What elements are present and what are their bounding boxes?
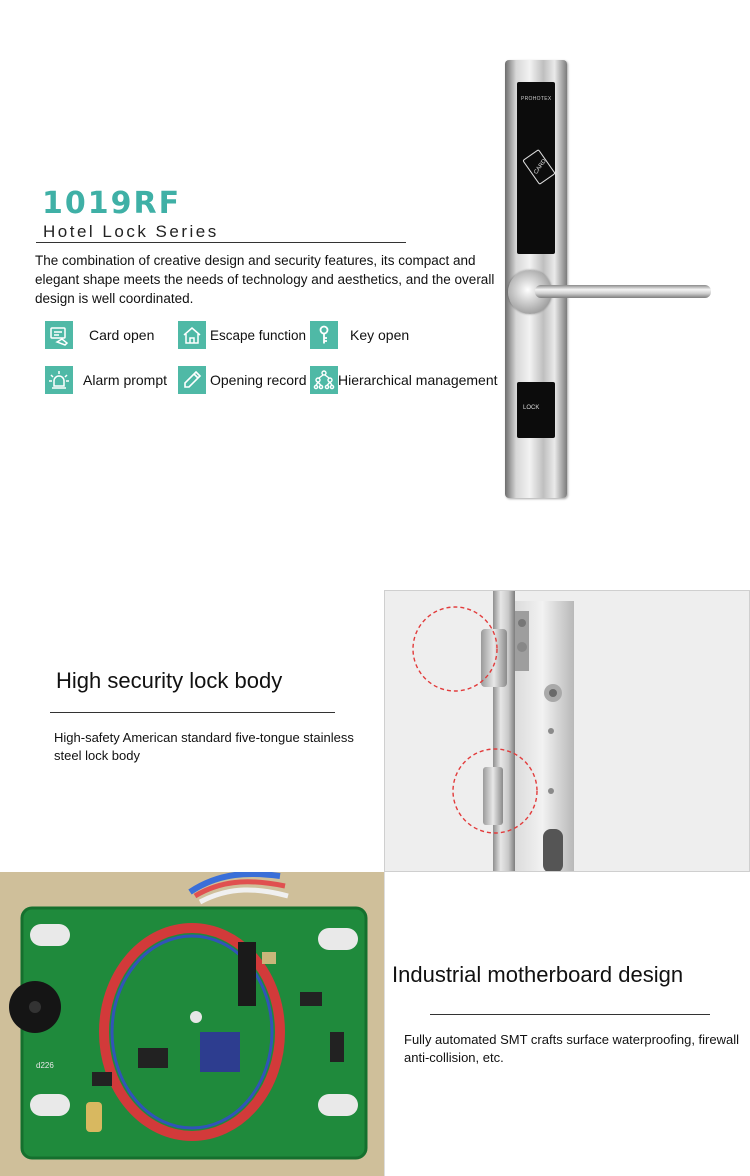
product-description: The combination of creative design and security features, its compact and elegant shape meets the needs of technology and aesthetics, and the overall design is well coordinated. (35, 253, 495, 306)
motherboard-description: Fully automated SMT crafts surface waterproofing, firewall anti-collision, etc. (404, 1032, 740, 1065)
lock-indicator-panel (517, 382, 555, 438)
feature-hierarchical-management (310, 366, 498, 394)
title-divider (36, 242, 406, 243)
feature-label: Key open (350, 327, 410, 343)
pencil-icon (178, 366, 206, 394)
escape-icon (178, 321, 206, 349)
motherboard-title: Industrial motherboard design (392, 962, 684, 987)
alarm-icon (45, 366, 73, 394)
feature-label: Hierarchical management (338, 372, 498, 388)
feature-alarm-prompt (45, 366, 167, 394)
lever-handle (535, 285, 711, 298)
card-icon (45, 321, 73, 349)
feature-opening-record (178, 366, 307, 394)
lock-body-description: High-safety American standard five-tongue stainless steel lock body (54, 730, 354, 763)
feature-label: Card open (89, 327, 155, 343)
motherboard-divider (430, 1014, 710, 1015)
feature-key-open (310, 321, 409, 349)
feature-label: Opening record (210, 372, 307, 388)
lock-brand-text: PROHOTEX (521, 96, 552, 102)
model-title: 1019RF (42, 186, 182, 221)
feature-label: Escape function (210, 327, 307, 343)
lock-text: LOCK (523, 405, 540, 411)
feature-card-open (45, 321, 154, 349)
lock-body-title: High security lock body (56, 668, 283, 693)
card-reader-panel (517, 82, 555, 254)
feature-label: Alarm prompt (83, 372, 168, 388)
motherboard-text-panel (384, 872, 750, 1176)
key-icon (310, 321, 338, 349)
series-title: Hotel Lock Series (43, 222, 219, 241)
chip-label: d226 (36, 1061, 54, 1070)
card-text: CARD (533, 158, 548, 176)
motherboard-photo (0, 872, 384, 1176)
lock-body-divider (50, 712, 335, 713)
feature-escape-function (178, 321, 306, 349)
hierarchy-icon (310, 366, 338, 394)
lock-body-photo (384, 590, 750, 872)
